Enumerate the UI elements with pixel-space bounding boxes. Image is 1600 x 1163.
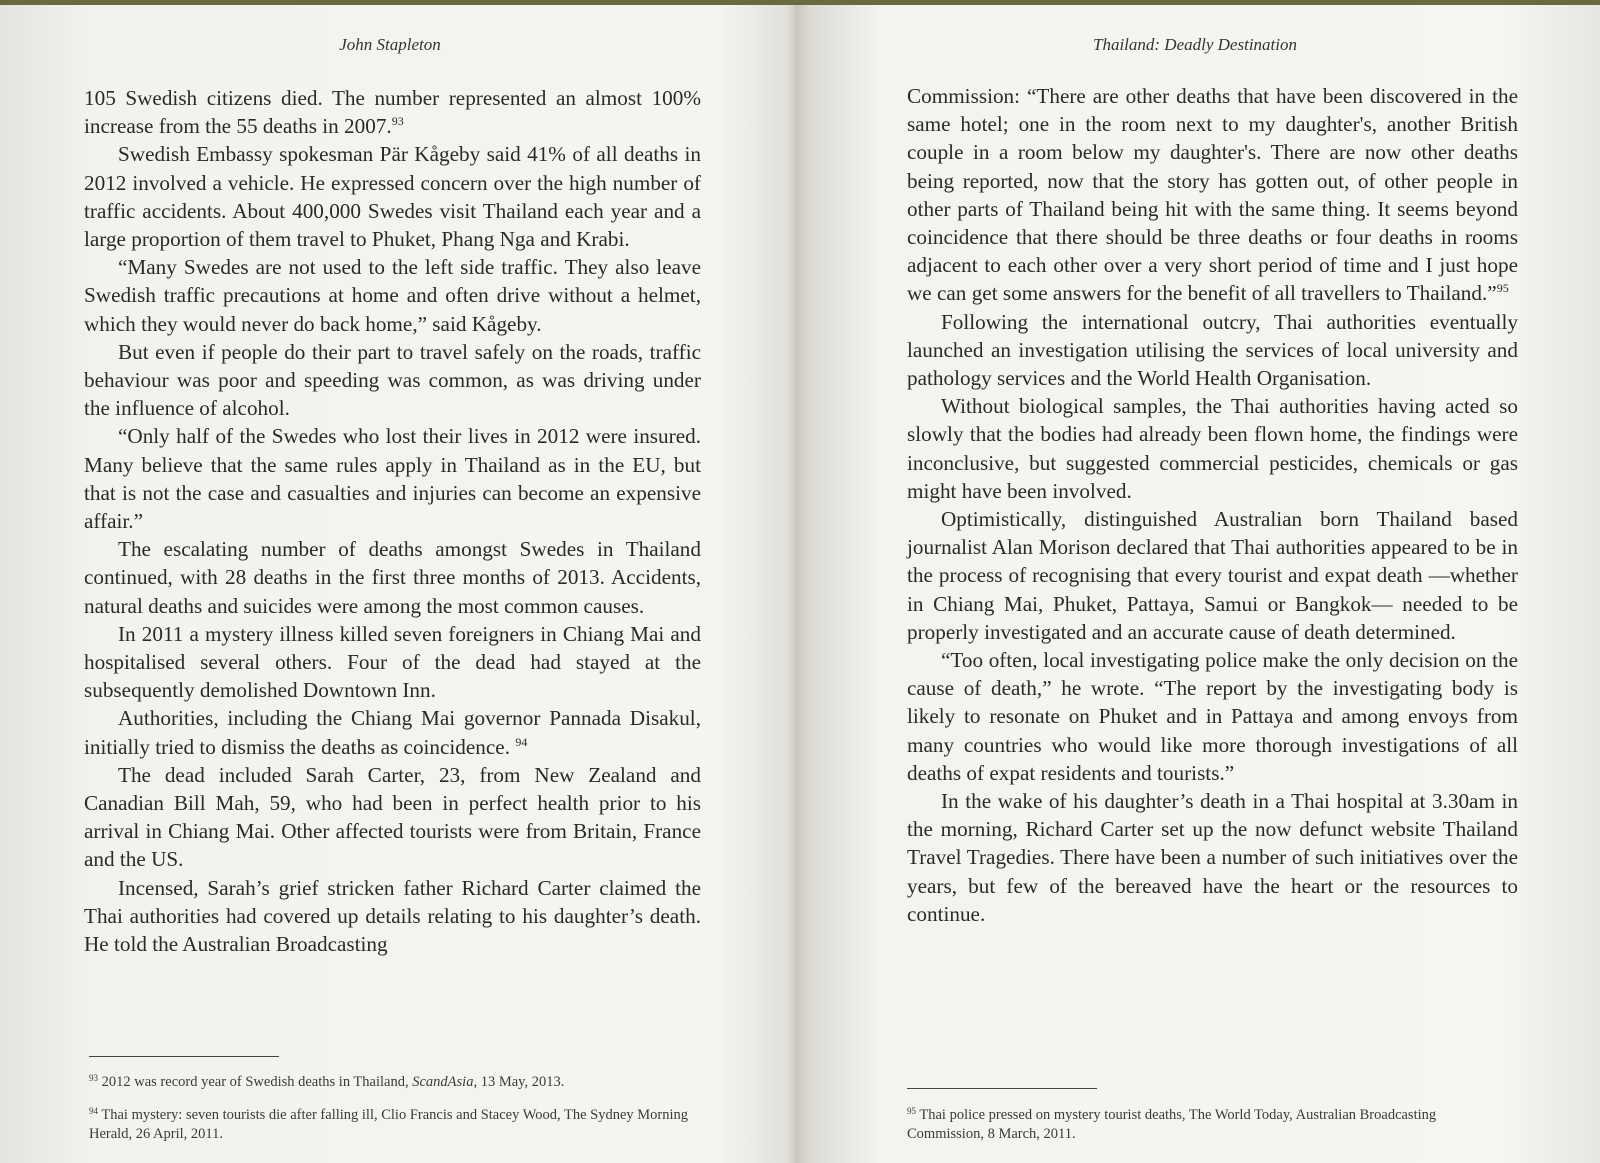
paragraph: Without biological samples, the Thai authorities having acted so slowly that the bodies had already been flown home, the findings were inconclusive, but suggested commercial pesticides, chemicals or gas might have been involved.	[907, 394, 1518, 503]
paragraph: 105 Swedish citizens died. The number represented an almost 100% increase from the 55 deaths in 2007.93	[84, 86, 701, 139]
paragraph: “Too often, local investigating police make the only decision on the cause of death,” he wrote. “The report by the investigating body is likely to resonate on Phuket and in Pattaya and among envoys from many countries who would like more thorough investigations of all deaths of expat residents and tourists.”	[907, 648, 1518, 785]
paragraph: Optimistically, distinguished Australian born Thailand based journalist Alan Morison declared that Thai authorities appeared to be in the process of recognising that every tourist and expat death —whether in Chiang Mai, Phuket, Pattaya, Samui or Bangkok— needed to be properly investigated and an accurate cause of death determined.	[907, 507, 1518, 644]
footnote: $^{94}$ Thai mystery: seven tourists die after falling ill, Clio Francis and Stacey Wood, The Sydney Morning Herald, 26 April, 2011.	[89, 1106, 689, 1142]
footnote-divider	[907, 1088, 1097, 1089]
paragraph: In 2011 a mystery illness killed seven foreigners in Chiang Mai and hospitalised several others. Four of the dead had stayed at the subsequently demolished Downtown Inn.	[84, 621, 701, 703]
paragraph: But even if people do their part to travel safely on the roads, traffic behaviour was poor and speeding was common, as was driving under the influence of alcohol.	[84, 339, 701, 421]
footnote: $^{95}$ Thai police pressed on mystery tourist deaths, The World Today, Australian Broadcasting Commission, 8 March, 2011.	[907, 1106, 1437, 1142]
paragraph: The dead included Sarah Carter, 23, from New Zealand and Canadian Bill Mah, 59, who had been in perfect health prior to his arrival in Chiang Mai. Other affected tourists were from Britain, France and the US.	[84, 762, 701, 872]
footnote-ref: 93	[391, 114, 404, 129]
paragraph: “Many Swedes are not used to the left side traffic. They also leave Swedish traffic precautions at home and often drive without a helmet, which they would never do back home,” said Kågeby.	[84, 255, 701, 336]
right-body-text	[907, 82, 1518, 928]
paragraph: Incensed, Sarah’s grief stricken father Richard Carter claimed the Thai authorities had covered up details relating to his daughter’s death. He told the Australian Broadcasting	[84, 875, 701, 957]
paragraph: Authorities, including the Chiang Mai governor Pannada Disakul, initially tried to dismiss the deaths as coincidence. $^{94}$	[84, 706, 701, 759]
footnote-ref: 95	[1496, 281, 1509, 296]
running-head-author: John Stapleton	[339, 35, 441, 54]
paragraph: Commission: “There are other deaths that have been discovered in the same hotel; one in the room next to my daughter's, another British couple in a room below my daughter's. There are now other deaths being reported, now that the story has gotten out, of other people in other parts of Thailand being hit with the same thing. It seems beyond coincidence that there should be three deaths or four deaths in rooms adjacent to each other over a very short period of time and I just hope we can get some answers for the benefit of all travellers to Thailand.”$^{95}$	[907, 84, 1518, 306]
left-footnotes	[89, 1069, 689, 1154]
footnote: $^{93}$ 2012 was record year of Swedish deaths in Thailand, ScandAsia, 13 May, 2013.	[89, 1073, 565, 1090]
footnote-ref: 94	[515, 734, 528, 749]
footnote-divider	[89, 1056, 279, 1057]
running-head-title: Thailand: Deadly Destination	[1093, 35, 1297, 54]
right-page	[800, 0, 1600, 1163]
paragraph: “Only half of the Swedes who lost their lives in 2012 were insured. Many believe that the same rules apply in Thailand as in the EU, but that is not the case and casualties and injuries can become an expensive affair.”	[84, 424, 701, 534]
paragraph: Following the international outcry, Thai authorities eventually launched an investigation utilising the services of local university and pathology services and the World Health Organisation.	[907, 309, 1518, 391]
paragraph: The escalating number of deaths amongst Swedes in Thailand continued, with 28 deaths in the first three months of 2013. Accidents, natural deaths and suicides were among the most common causes.	[84, 537, 701, 618]
paragraph: In the wake of his daughter’s death in a Thai hospital at 3.30am in the morning, Richard Carter set up the now defunct website Thailand Travel Tragedies. There have been a number of such initiatives over the years, but few of the bereaved have the heart or the resources to continue.	[907, 789, 1518, 926]
right-footnotes	[907, 1102, 1467, 1154]
left-body-text	[84, 84, 701, 958]
paragraph: Swedish Embassy spokesman Pär Kågeby said 41% of all deaths in 2012 involved a vehicle. He expressed concern over the high number of traffic accidents. About 400,000 Swedes visit Thailand each year and a large proportion of them travel to Phuket, Phang Nga and Krabi.	[84, 142, 701, 252]
